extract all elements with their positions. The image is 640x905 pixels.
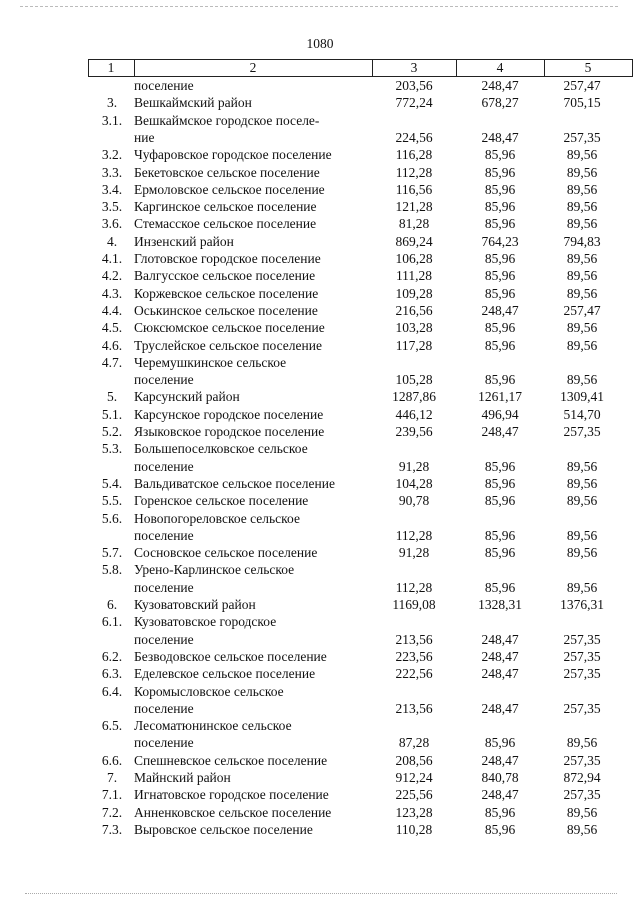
row-value-col4: 85,96 [484, 735, 516, 751]
table-row [0, 302, 640, 319]
row-value-col5: 257,35 [563, 129, 601, 145]
row-value-col4: 85,96 [484, 216, 516, 232]
row-number: 5.1. [101, 406, 123, 422]
row-name: Стемасское сельское поселение [134, 216, 317, 232]
row-name: Сосновское сельское поселение [134, 545, 318, 561]
row-value-col4: 248,47 [481, 424, 519, 439]
row-number: 6.3. [101, 666, 123, 682]
row-number: 5. [106, 389, 118, 405]
row-number: 4.1. [101, 251, 123, 266]
row-value-col5: 89,56 [566, 527, 598, 543]
row-value-col5: 89,56 [566, 804, 598, 820]
row-value-col5: 89,56 [566, 735, 598, 751]
row-value-col4: 764,23 [481, 233, 519, 249]
row-value-col4: 85,96 [484, 285, 516, 301]
row-value-col4: 85,96 [484, 337, 516, 353]
table-header [88, 59, 632, 77]
table-row [0, 440, 640, 457]
row-number: 5.2. [101, 424, 123, 439]
row-name: Анненковское сельское поселение [134, 804, 332, 820]
row-name: поселение [134, 527, 194, 543]
row-value-col3: 104,28 [395, 475, 433, 491]
row-value-col3: 208,56 [395, 752, 433, 768]
table-row [0, 146, 640, 163]
row-name: Карсунское городское поселение [134, 406, 324, 422]
header-col-3: 3 [410, 60, 418, 75]
row-value-col5: 257,35 [563, 666, 601, 682]
header-col-2: 2 [249, 60, 257, 75]
row-value-col3: 109,28 [395, 285, 433, 301]
row-name: Кузоватовское городское [134, 614, 277, 630]
row-number: 7.2. [101, 804, 123, 820]
row-name: поселение [134, 735, 194, 751]
page-number: 1080 [306, 36, 334, 51]
row-value-col5: 89,56 [566, 579, 598, 595]
table-row [0, 354, 640, 371]
row-value-col3: 112,28 [395, 164, 433, 180]
row-value-col4: 85,96 [484, 821, 516, 837]
row-name: Сюксюмское сельское поселение [134, 320, 325, 336]
table-row [0, 665, 640, 682]
row-value-col5: 89,56 [566, 545, 598, 561]
row-number: 6. [106, 597, 118, 612]
row-name: поселение [134, 372, 194, 388]
row-value-col4: 248,47 [481, 302, 519, 318]
row-value-col3: 91,28 [398, 458, 430, 474]
row-value-col3: 81,28 [398, 216, 430, 232]
row-number: 5.8. [101, 562, 123, 578]
row-value-col4: 85,96 [484, 251, 516, 266]
row-number: 5.6. [101, 510, 123, 526]
row-name: Спешневское сельское поселение [134, 752, 328, 768]
row-number: 4.7. [101, 354, 123, 370]
table-row [0, 804, 640, 821]
row-value-col4: 85,96 [484, 147, 516, 163]
row-name: поселение [134, 458, 194, 474]
row-value-col4: 248,47 [481, 631, 519, 647]
table-row [0, 561, 640, 578]
table-row [0, 164, 640, 181]
row-name: Еделевское сельское поселение [134, 666, 316, 682]
row-value-col4: 248,47 [481, 787, 519, 803]
row-value-col3: 869,24 [395, 233, 433, 249]
row-value-col5: 89,56 [566, 285, 598, 301]
row-number: 3.4. [101, 181, 123, 197]
table-row [0, 319, 640, 336]
row-value-col3: 106,28 [395, 251, 433, 266]
row-value-col3: 222,56 [395, 666, 433, 682]
table-row [0, 250, 640, 267]
row-name: Новопогореловское сельское [134, 510, 300, 526]
row-value-col5: 89,56 [566, 458, 598, 474]
row-value-col4: 85,96 [484, 475, 516, 491]
table-row [0, 129, 640, 146]
row-value-col5: 89,56 [566, 821, 598, 837]
table-row [0, 769, 640, 786]
row-value-col5: 257,35 [563, 648, 601, 664]
table-row [0, 94, 640, 111]
row-value-col5: 872,94 [563, 770, 601, 785]
row-value-col5: 89,56 [566, 268, 598, 284]
table-row [0, 215, 640, 232]
row-name: Выровское сельское поселение [134, 821, 313, 837]
row-value-col5: 89,56 [566, 147, 598, 163]
row-number: 6.6. [101, 752, 123, 768]
row-value-col4: 1261,17 [478, 389, 522, 405]
row-number: 4. [106, 233, 118, 249]
table-row [0, 406, 640, 423]
row-value-col5: 257,35 [563, 752, 601, 768]
row-number: 3.1. [101, 112, 123, 128]
header-divider [544, 59, 545, 77]
row-number: 6.4. [101, 683, 123, 699]
table-row [0, 596, 640, 613]
row-name: Коромысловское сельское [134, 683, 284, 699]
row-name: Бекетовское сельское поселение [134, 164, 320, 180]
table-row [0, 821, 640, 838]
table-row [0, 717, 640, 734]
table-row [0, 267, 640, 284]
row-value-col4: 85,96 [484, 545, 516, 561]
table-row [0, 337, 640, 354]
row-name: Коржевское сельское поселение [134, 285, 319, 301]
table-row [0, 371, 640, 388]
table-row [0, 544, 640, 561]
table-row [0, 613, 640, 630]
row-value-col3: 116,56 [395, 181, 433, 197]
row-number: 4.5. [101, 320, 123, 336]
row-value-col5: 257,35 [563, 700, 601, 716]
row-value-col3: 87,28 [398, 735, 430, 751]
row-value-col4: 840,78 [481, 770, 519, 785]
row-value-col4: 85,96 [484, 181, 516, 197]
row-number: 5.3. [101, 441, 123, 457]
row-number: 5.7. [101, 545, 123, 561]
row-value-col4: 85,96 [484, 804, 516, 820]
row-value-col3: 90,78 [398, 493, 430, 509]
row-value-col3: 203,56 [395, 78, 433, 93]
table-row [0, 527, 640, 544]
row-value-col4: 85,96 [484, 458, 516, 474]
row-value-col3: 772,24 [395, 95, 433, 111]
row-number: 7.1. [101, 787, 123, 803]
row-value-col3: 216,56 [395, 302, 433, 318]
row-value-col4: 496,94 [481, 406, 519, 422]
row-name: Горенское сельское поселение [134, 493, 309, 509]
row-value-col5: 89,56 [566, 199, 598, 215]
row-name: Вешкаймский район [134, 95, 252, 111]
row-value-col3: 223,56 [395, 648, 433, 664]
row-value-col4: 85,96 [484, 493, 516, 509]
row-value-col3: 224,56 [395, 129, 433, 145]
table-row [0, 112, 640, 129]
row-value-col3: 116,28 [395, 147, 433, 163]
row-name: Языковское городское поселение [134, 424, 325, 439]
row-value-col5: 257,35 [563, 787, 601, 803]
row-value-col3: 112,28 [395, 579, 433, 595]
row-name: Карсунский район [134, 389, 240, 405]
row-name: поселение [134, 700, 194, 716]
table-row [0, 648, 640, 665]
row-value-col4: 248,47 [481, 129, 519, 145]
row-value-col3: 91,28 [398, 545, 430, 561]
table-row [0, 752, 640, 769]
row-value-col4: 248,47 [481, 648, 519, 664]
row-value-col4: 678,27 [481, 95, 519, 111]
row-name: поселение [134, 78, 194, 93]
header-divider [372, 59, 373, 77]
row-value-col3: 110,28 [395, 821, 433, 837]
table-row [0, 388, 640, 405]
table-row [0, 631, 640, 648]
row-name: Урено-Карлинское сельское [134, 562, 295, 578]
row-name: Валгусское сельское поселение [134, 268, 316, 284]
row-name: Вешкаймское городское поселе- [134, 112, 320, 128]
row-name: Лесоматюнинское сельское [134, 718, 292, 734]
row-value-col4: 85,96 [484, 527, 516, 543]
header-divider [88, 59, 89, 77]
row-value-col4: 85,96 [484, 320, 516, 336]
table-row [0, 734, 640, 751]
row-number: 7.3. [101, 821, 123, 837]
table-row [0, 700, 640, 717]
row-value-col5: 514,70 [563, 406, 601, 422]
row-name: Ермоловское сельское поселение [134, 181, 325, 197]
row-value-col4: 85,96 [484, 372, 516, 388]
header-divider [632, 59, 633, 77]
table-row [0, 492, 640, 509]
table-row [0, 458, 640, 475]
row-value-col5: 89,56 [566, 493, 598, 509]
header-col-5: 5 [584, 60, 592, 75]
row-value-col3: 105,28 [395, 372, 433, 388]
row-value-col5: 89,56 [566, 320, 598, 336]
row-name: ние [134, 129, 155, 145]
header-divider [456, 59, 457, 77]
header-col-1: 1 [107, 60, 115, 75]
row-number: 6.5. [101, 718, 123, 734]
row-name: Глотовское городское поселение [134, 251, 321, 266]
row-value-col4: 1328,31 [478, 597, 522, 612]
table-row [0, 683, 640, 700]
row-value-col5: 257,47 [563, 78, 601, 93]
row-value-col3: 112,28 [395, 527, 433, 543]
row-number: 3.5. [101, 199, 123, 215]
row-name: Безводовское сельское поселение [134, 648, 327, 664]
row-value-col4: 85,96 [484, 579, 516, 595]
row-value-col5: 257,35 [563, 631, 601, 647]
row-number: 4.3. [101, 285, 123, 301]
row-value-col3: 103,28 [395, 320, 433, 336]
row-value-col5: 89,56 [566, 372, 598, 388]
row-value-col4: 248,47 [481, 752, 519, 768]
scan-edge-top [20, 6, 618, 7]
row-name: поселение [134, 579, 194, 595]
row-number: 5.5. [101, 493, 123, 509]
row-name: поселение [134, 631, 194, 647]
table-row [0, 423, 640, 440]
row-name: Чуфаровское городское поселение [134, 147, 332, 163]
row-value-col5: 1309,41 [560, 389, 604, 405]
row-value-col5: 89,56 [566, 337, 598, 353]
row-value-col3: 225,56 [395, 787, 433, 803]
row-value-col4: 248,47 [481, 700, 519, 716]
row-number: 4.4. [101, 302, 123, 318]
scan-edge-bottom [25, 893, 617, 894]
row-value-col5: 89,56 [566, 216, 598, 232]
row-value-col5: 89,56 [566, 164, 598, 180]
table-row [0, 475, 640, 492]
row-name: Вальдиватское сельское поселение [134, 475, 335, 491]
row-value-col5: 1376,31 [560, 597, 604, 612]
table-row [0, 233, 640, 250]
row-value-col4: 85,96 [484, 268, 516, 284]
row-value-col3: 117,28 [395, 337, 433, 353]
row-number: 7. [106, 770, 118, 785]
row-name: Черемушкинское сельское [134, 354, 287, 370]
row-number: 4.2. [101, 268, 123, 284]
table-row [0, 510, 640, 527]
row-number: 4.6. [101, 337, 123, 353]
row-value-col3: 111,28 [395, 268, 433, 284]
table-row [0, 77, 640, 94]
row-number: 3.6. [101, 216, 123, 232]
row-value-col3: 1169,08 [392, 597, 436, 612]
row-value-col3: 123,28 [395, 804, 433, 820]
row-number: 5.4. [101, 475, 123, 491]
row-name: Кузоватовский район [134, 597, 256, 612]
row-name: Майнский район [134, 770, 231, 785]
row-number: 6.1. [101, 614, 123, 630]
row-number: 3. [106, 95, 118, 111]
header-divider [134, 59, 135, 77]
row-value-col3: 446,12 [395, 406, 433, 422]
row-number: 3.2. [101, 147, 123, 163]
row-name: Инзенский район [134, 233, 234, 249]
row-value-col3: 213,56 [395, 700, 433, 716]
header-col-4: 4 [496, 60, 504, 75]
row-value-col4: 248,47 [481, 78, 519, 93]
row-value-col5: 89,56 [566, 475, 598, 491]
row-name: Большепоселковское сельское [134, 441, 308, 457]
row-name: Каргинское сельское поселение [134, 199, 317, 215]
row-value-col5: 257,35 [563, 424, 601, 439]
table-row [0, 181, 640, 198]
row-name: Оськинское сельское поселение [134, 302, 318, 318]
row-value-col3: 121,28 [395, 199, 433, 215]
row-value-col5: 257,47 [563, 302, 601, 318]
row-name: Игнатовское городское поселение [134, 787, 329, 803]
row-number: 6.2. [101, 648, 123, 664]
table-row [0, 579, 640, 596]
table-row [0, 198, 640, 215]
row-value-col5: 89,56 [566, 181, 598, 197]
row-value-col4: 85,96 [484, 199, 516, 215]
row-value-col3: 1287,86 [392, 389, 436, 405]
row-value-col5: 89,56 [566, 251, 598, 266]
row-value-col3: 239,56 [395, 424, 433, 439]
table-row [0, 285, 640, 302]
row-value-col3: 213,56 [395, 631, 433, 647]
row-value-col5: 794,83 [563, 233, 601, 249]
row-value-col5: 705,15 [563, 95, 601, 111]
row-name: Труслейское сельское поселение [134, 337, 322, 353]
row-value-col4: 248,47 [481, 666, 519, 682]
row-number: 3.3. [101, 164, 123, 180]
row-value-col4: 85,96 [484, 164, 516, 180]
table-row [0, 786, 640, 803]
row-value-col3: 912,24 [395, 770, 433, 785]
